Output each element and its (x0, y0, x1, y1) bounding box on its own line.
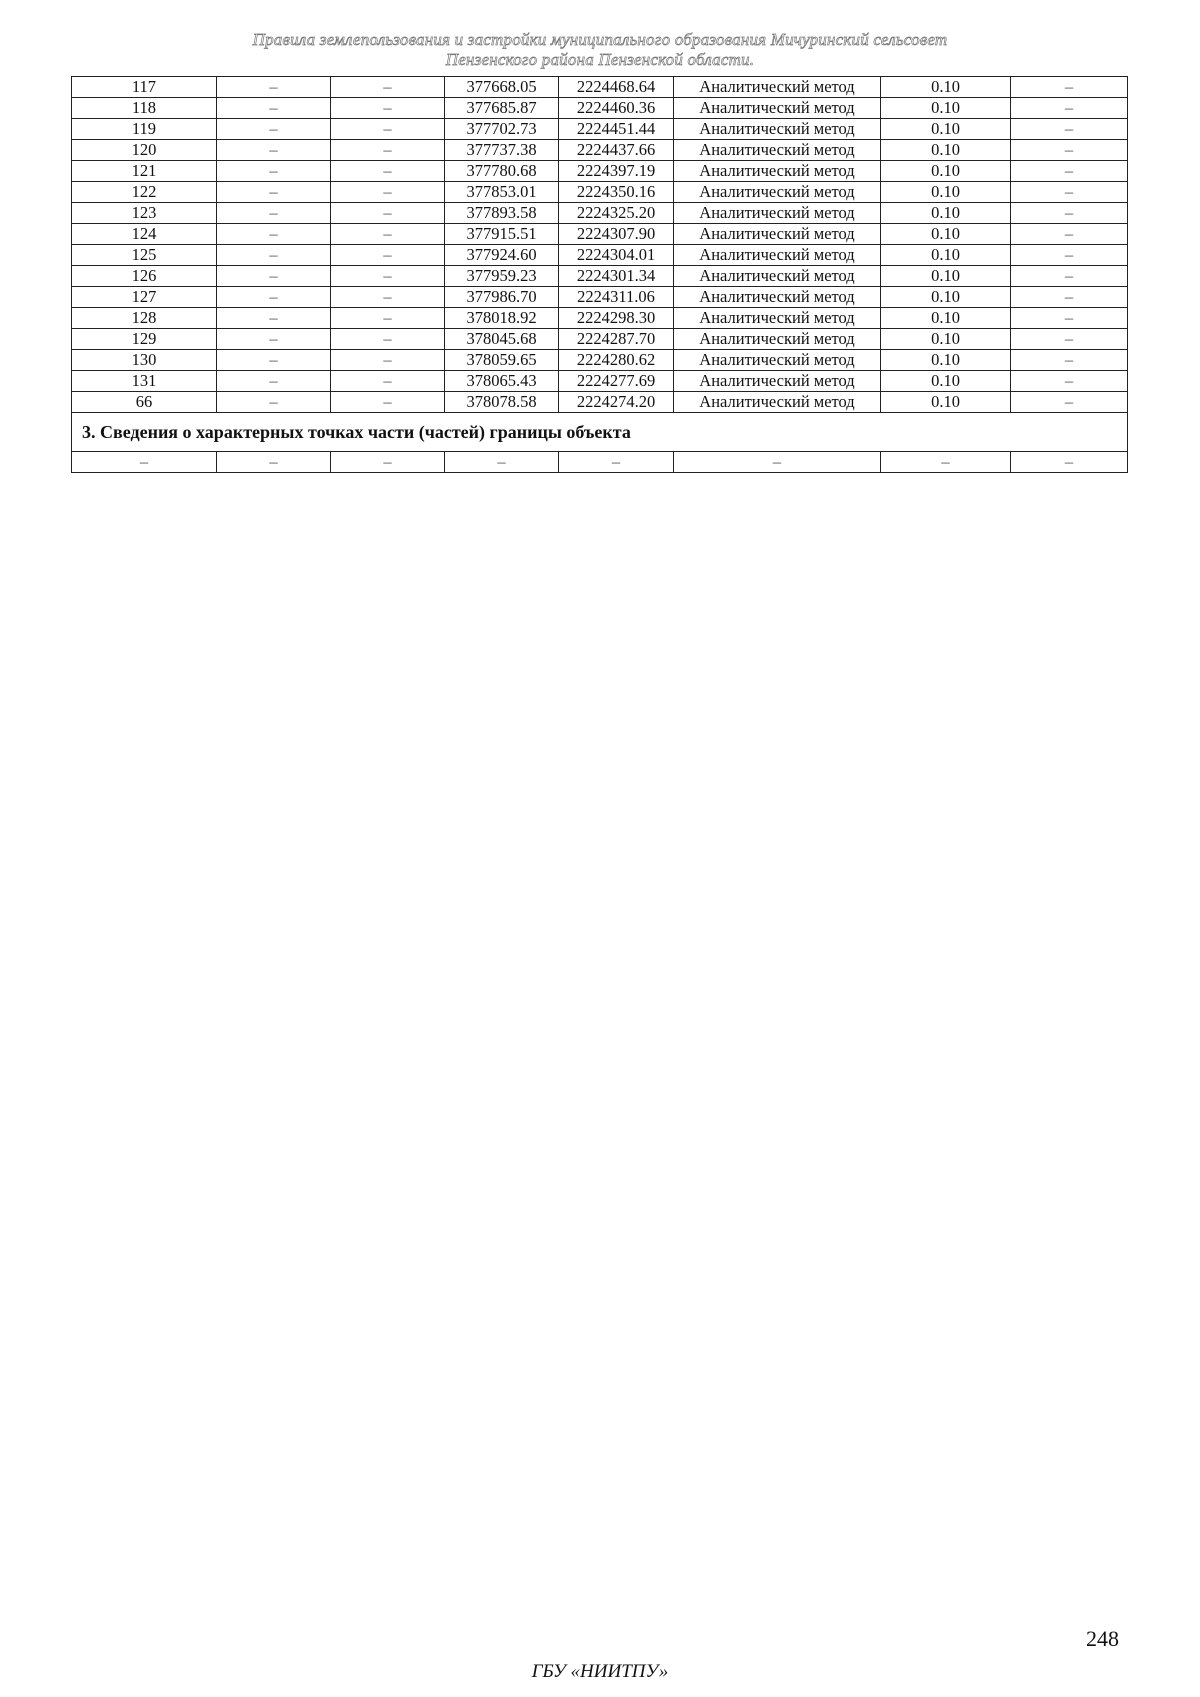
empty-cell: – (445, 452, 559, 473)
point-number-cell: 124 (72, 224, 217, 245)
cell-col3: – (331, 161, 445, 182)
table-row (72, 287, 1128, 308)
x-coordinate-cell: 377986.70 (445, 287, 559, 308)
empty-cell: – (881, 452, 1011, 473)
y-coordinate-cell: 2224437.66 (559, 140, 674, 161)
empty-cell: – (331, 452, 445, 473)
section-3-title-row (72, 413, 1128, 452)
accuracy-cell: 0.10 (881, 266, 1011, 287)
x-coordinate-cell: 377853.01 (445, 182, 559, 203)
cell-col2: – (217, 77, 331, 98)
description-cell: – (1011, 392, 1128, 413)
y-coordinate-cell: 2224304.01 (559, 245, 674, 266)
cell-col2: – (217, 392, 331, 413)
cell-col3: – (331, 350, 445, 371)
y-coordinate-cell: 2224460.36 (559, 98, 674, 119)
y-coordinate-cell: 2224301.34 (559, 266, 674, 287)
accuracy-cell: 0.10 (881, 392, 1011, 413)
description-cell: – (1011, 266, 1128, 287)
method-cell: Аналитический метод (674, 224, 881, 245)
point-number-cell: 127 (72, 287, 217, 308)
y-coordinate-cell: 2224287.70 (559, 329, 674, 350)
point-number-cell: 117 (72, 77, 217, 98)
y-coordinate-cell: 2224298.30 (559, 308, 674, 329)
section-3-title: 3. Сведения о характерных точках части (частей) границы объекта (72, 413, 1128, 452)
table-row (72, 308, 1128, 329)
method-cell: Аналитический метод (674, 77, 881, 98)
point-number-cell: 128 (72, 308, 217, 329)
table-row (72, 350, 1128, 371)
description-cell: – (1011, 224, 1128, 245)
description-cell: – (1011, 308, 1128, 329)
cell-col2: – (217, 98, 331, 119)
description-cell: – (1011, 371, 1128, 392)
x-coordinate-cell: 377893.58 (445, 203, 559, 224)
x-coordinate-cell: 377780.68 (445, 161, 559, 182)
point-number-cell: 130 (72, 350, 217, 371)
point-number-cell: 121 (72, 161, 217, 182)
header-line-1: Правила землепользования и застройки муниципального образования Мичуринский сельсовет (252, 30, 948, 49)
cell-col2: – (217, 140, 331, 161)
empty-cell: – (72, 452, 217, 473)
method-cell: Аналитический метод (674, 119, 881, 140)
accuracy-cell: 0.10 (881, 224, 1011, 245)
y-coordinate-cell: 2224325.20 (559, 203, 674, 224)
document-footer: ГБУ «НИИТПУ» (531, 1661, 669, 1682)
method-cell: Аналитический метод (674, 140, 881, 161)
point-number-cell: 129 (72, 329, 217, 350)
cell-col3: – (331, 203, 445, 224)
y-coordinate-cell: 2224277.69 (559, 371, 674, 392)
accuracy-cell: 0.10 (881, 98, 1011, 119)
cell-col2: – (217, 182, 331, 203)
method-cell: Аналитический метод (674, 392, 881, 413)
method-cell: Аналитический метод (674, 329, 881, 350)
x-coordinate-cell: 377702.73 (445, 119, 559, 140)
table-row (72, 266, 1128, 287)
page-number: 248 (1086, 1626, 1119, 1651)
x-coordinate-cell: 378078.58 (445, 392, 559, 413)
cell-col3: – (331, 224, 445, 245)
cell-col3: – (331, 308, 445, 329)
cell-col2: – (217, 266, 331, 287)
y-coordinate-cell: 2224307.90 (559, 224, 674, 245)
cell-col3: – (331, 371, 445, 392)
y-coordinate-cell: 2224311.06 (559, 287, 674, 308)
empty-cell: – (559, 452, 674, 473)
x-coordinate-cell: 377959.23 (445, 266, 559, 287)
y-coordinate-cell: 2224451.44 (559, 119, 674, 140)
description-cell: – (1011, 329, 1128, 350)
description-cell: – (1011, 287, 1128, 308)
accuracy-cell: 0.10 (881, 140, 1011, 161)
cell-col2: – (217, 245, 331, 266)
x-coordinate-cell: 378018.92 (445, 308, 559, 329)
coordinates-table (71, 76, 1128, 473)
cell-col2: – (217, 371, 331, 392)
cell-col3: – (331, 392, 445, 413)
description-cell: – (1011, 119, 1128, 140)
description-cell: – (1011, 98, 1128, 119)
cell-col3: – (331, 182, 445, 203)
table-row (72, 119, 1128, 140)
accuracy-cell: 0.10 (881, 203, 1011, 224)
description-cell: – (1011, 245, 1128, 266)
x-coordinate-cell: 377737.38 (445, 140, 559, 161)
empty-cell: – (674, 452, 881, 473)
method-cell: Аналитический метод (674, 308, 881, 329)
x-coordinate-cell: 377915.51 (445, 224, 559, 245)
cell-col3: – (331, 287, 445, 308)
method-cell: Аналитический метод (674, 203, 881, 224)
cell-col2: – (217, 161, 331, 182)
point-number-cell: 122 (72, 182, 217, 203)
description-cell: – (1011, 350, 1128, 371)
method-cell: Аналитический метод (674, 371, 881, 392)
x-coordinate-cell: 377668.05 (445, 77, 559, 98)
accuracy-cell: 0.10 (881, 287, 1011, 308)
accuracy-cell: 0.10 (881, 182, 1011, 203)
point-number-cell: 125 (72, 245, 217, 266)
accuracy-cell: 0.10 (881, 329, 1011, 350)
description-cell: – (1011, 77, 1128, 98)
method-cell: Аналитический метод (674, 245, 881, 266)
accuracy-cell: 0.10 (881, 119, 1011, 140)
point-number-cell: 66 (72, 392, 217, 413)
coordinates-table-body (72, 77, 1128, 473)
point-number-cell: 131 (72, 371, 217, 392)
table-row (72, 140, 1128, 161)
accuracy-cell: 0.10 (881, 245, 1011, 266)
table-row (72, 98, 1128, 119)
method-cell: Аналитический метод (674, 161, 881, 182)
table-row (72, 245, 1128, 266)
table-row (72, 224, 1128, 245)
cell-col3: – (331, 245, 445, 266)
y-coordinate-cell: 2224350.16 (559, 182, 674, 203)
cell-col2: – (217, 119, 331, 140)
y-coordinate-cell: 2224280.62 (559, 350, 674, 371)
empty-cell: – (217, 452, 331, 473)
y-coordinate-cell: 2224397.19 (559, 161, 674, 182)
point-number-cell: 126 (72, 266, 217, 287)
x-coordinate-cell: 378065.43 (445, 371, 559, 392)
table-row (72, 77, 1128, 98)
accuracy-cell: 0.10 (881, 77, 1011, 98)
cell-col2: – (217, 329, 331, 350)
cell-col3: – (331, 119, 445, 140)
description-cell: – (1011, 182, 1128, 203)
method-cell: Аналитический метод (674, 182, 881, 203)
accuracy-cell: 0.10 (881, 371, 1011, 392)
cell-col3: – (331, 77, 445, 98)
point-number-cell: 123 (72, 203, 217, 224)
method-cell: Аналитический метод (674, 98, 881, 119)
accuracy-cell: 0.10 (881, 161, 1011, 182)
accuracy-cell: 0.10 (881, 350, 1011, 371)
cell-col2: – (217, 350, 331, 371)
point-number-cell: 118 (72, 98, 217, 119)
document-header (0, 30, 1200, 70)
table-row (72, 452, 1128, 473)
point-number-cell: 119 (72, 119, 217, 140)
y-coordinate-cell: 2224468.64 (559, 77, 674, 98)
x-coordinate-cell: 377685.87 (445, 98, 559, 119)
y-coordinate-cell: 2224274.20 (559, 392, 674, 413)
empty-cell: – (1011, 452, 1128, 473)
table-row (72, 161, 1128, 182)
method-cell: Аналитический метод (674, 287, 881, 308)
point-number-cell: 120 (72, 140, 217, 161)
description-cell: – (1011, 203, 1128, 224)
cell-col3: – (331, 140, 445, 161)
table-row (72, 329, 1128, 350)
table-row (72, 371, 1128, 392)
x-coordinate-cell: 378059.65 (445, 350, 559, 371)
cell-col2: – (217, 203, 331, 224)
x-coordinate-cell: 378045.68 (445, 329, 559, 350)
accuracy-cell: 0.10 (881, 308, 1011, 329)
cell-col3: – (331, 329, 445, 350)
cell-col3: – (331, 266, 445, 287)
description-cell: – (1011, 161, 1128, 182)
cell-col3: – (331, 98, 445, 119)
header-line-2: Пензенского района Пензенской области. (445, 50, 755, 69)
table-row (72, 392, 1128, 413)
description-cell: – (1011, 140, 1128, 161)
cell-col2: – (217, 224, 331, 245)
table-row (72, 203, 1128, 224)
cell-col2: – (217, 287, 331, 308)
method-cell: Аналитический метод (674, 350, 881, 371)
cell-col2: – (217, 308, 331, 329)
x-coordinate-cell: 377924.60 (445, 245, 559, 266)
method-cell: Аналитический метод (674, 266, 881, 287)
table-row (72, 182, 1128, 203)
